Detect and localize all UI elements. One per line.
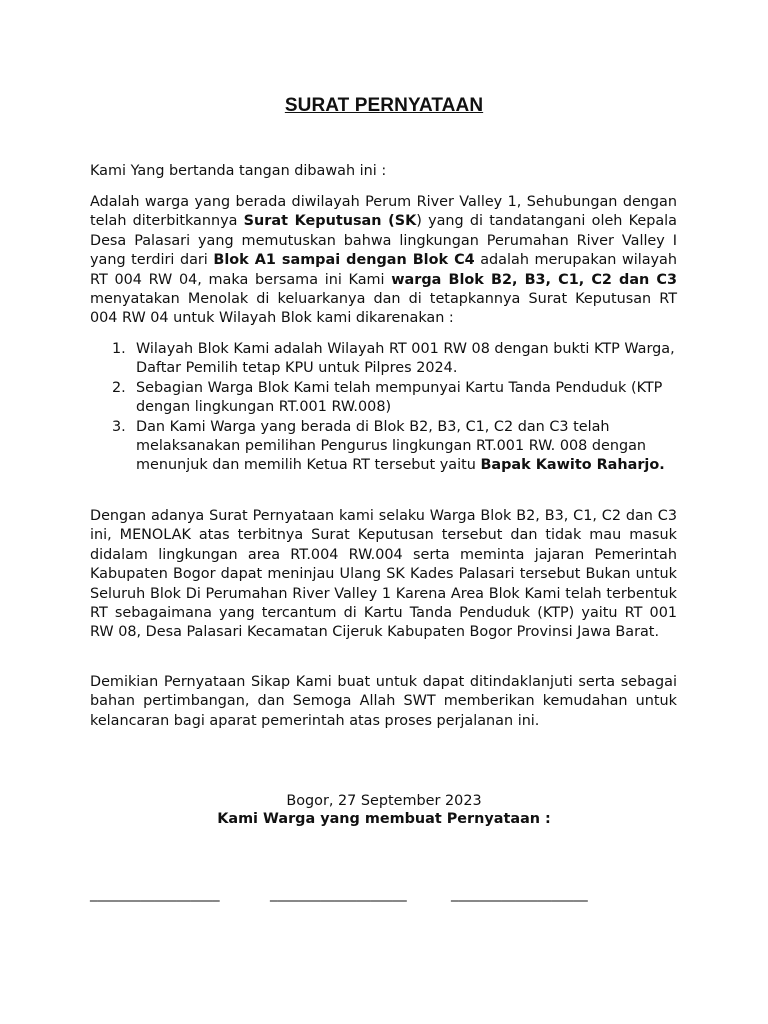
signer-line: Kami Warga yang membuat Pernyataan : <box>217 811 551 827</box>
paragraph-intro-text-2: ) yang di tandatangani oleh Kepala Desa Palasari yang memutuskan bahwa lingkungan Perumahan River Valley I yang terdiri dari <box>90 213 677 269</box>
paragraph-intro <box>90 193 677 329</box>
reasons-list <box>90 340 677 476</box>
signature-line-1: __________________ <box>90 886 220 902</box>
signature-line-3: ___________________ <box>451 886 588 902</box>
paragraph-intro-text-4: menyatakan Menolak di keluarkanya dan di tetapkannya Surat Keputusan RT 004 RW 04 untuk Wilayah Blok kami dikarenakan : <box>90 291 677 327</box>
list-item-text: Wilayah Blok Kami adalah Wilayah RT 001 RW 08 dengan bukti KTP Warga, Daftar Pemilih tetap KPU untuk Pilpres 2024. <box>136 341 675 377</box>
paragraph-intro-text-1: Adalah warga yang berada diwilayah Perum River Valley 1, Sehubungan dengan telah diterbitkannya <box>90 194 677 230</box>
warga-blok-bold: warga Blok B2, B3, C1, C2 dan C3 <box>391 271 677 288</box>
ketua-rt-name: Bapak Kawito Raharjo. <box>480 457 665 474</box>
paragraph-closing: Demikian Pernyataan Sikap Kami buat untuk dapat ditindaklanjuti serta sebagai bahan pertimbangan, dan Semoga Allah SWT memberikan kemudahan untuk kelancaran bagi aparat pemerintah atas proses perjalanan ini. <box>90 674 677 729</box>
sk-bold: Surat Keputusan (SK <box>243 213 417 230</box>
date-line: Bogor, 27 September 2023 <box>286 793 482 809</box>
list-item-number: 2. <box>112 379 126 396</box>
opening-line: Kami Yang bertanda tangan dibawah ini : <box>90 163 387 179</box>
list-item-number: 1. <box>112 341 126 357</box>
list-item <box>90 418 677 476</box>
list-item <box>90 379 677 418</box>
document-title: SURAT PERNYATAAN <box>284 95 484 116</box>
list-item-number: 3. <box>112 418 126 435</box>
list-item-text: Dan Kami Warga yang berada di Blok B2, B3, C1, C2 dan C3 telah melaksanakan pemilihan Pengurus lingkungan RT.001 RW. 008 dengan menunjuk dan memilih Ketua RT tersebut yaitu <box>136 418 647 474</box>
paragraph-statement: Dengan adanya Surat Pernyataan kami selaku Warga Blok B2, B3, C1, C2 dan C3 ini, MENOLAK atas terbitnya Surat Keputusan tersebut dan tidak mau masuk didalam lingkungan area RT.004 RW.004 serta meminta jajaran Pemerintah Kabupaten Bogor dapat meninjau Ulang SK Kades Palasari tersebut Bukan untuk Seluruh Blok Di Perumahan River Valley 1 Karena Area Blok Kami telah terbentuk RT sebagaimana yang tercantum di Kartu Tanda Penduduk (KTP) yaitu RT 001 RW 08, Desa Palasari Kecamatan Cijeruk Kabupaten Bogor Provinsi Jawa Barat. <box>90 508 677 641</box>
blok-range-bold: Blok A1 sampai dengan Blok C4 <box>213 252 475 269</box>
list-item-text: Sebagian Warga Blok Kami telah mempunyai Kartu Tanda Penduduk (KTP dengan lingkungan RT.001 RW.008) <box>136 379 663 416</box>
paragraph-intro-text-3: adalah merupakan wilayah RT 004 RW 04, maka bersama ini Kami <box>90 252 678 288</box>
signature-line-2: ___________________ <box>270 886 407 902</box>
list-item <box>90 340 677 379</box>
